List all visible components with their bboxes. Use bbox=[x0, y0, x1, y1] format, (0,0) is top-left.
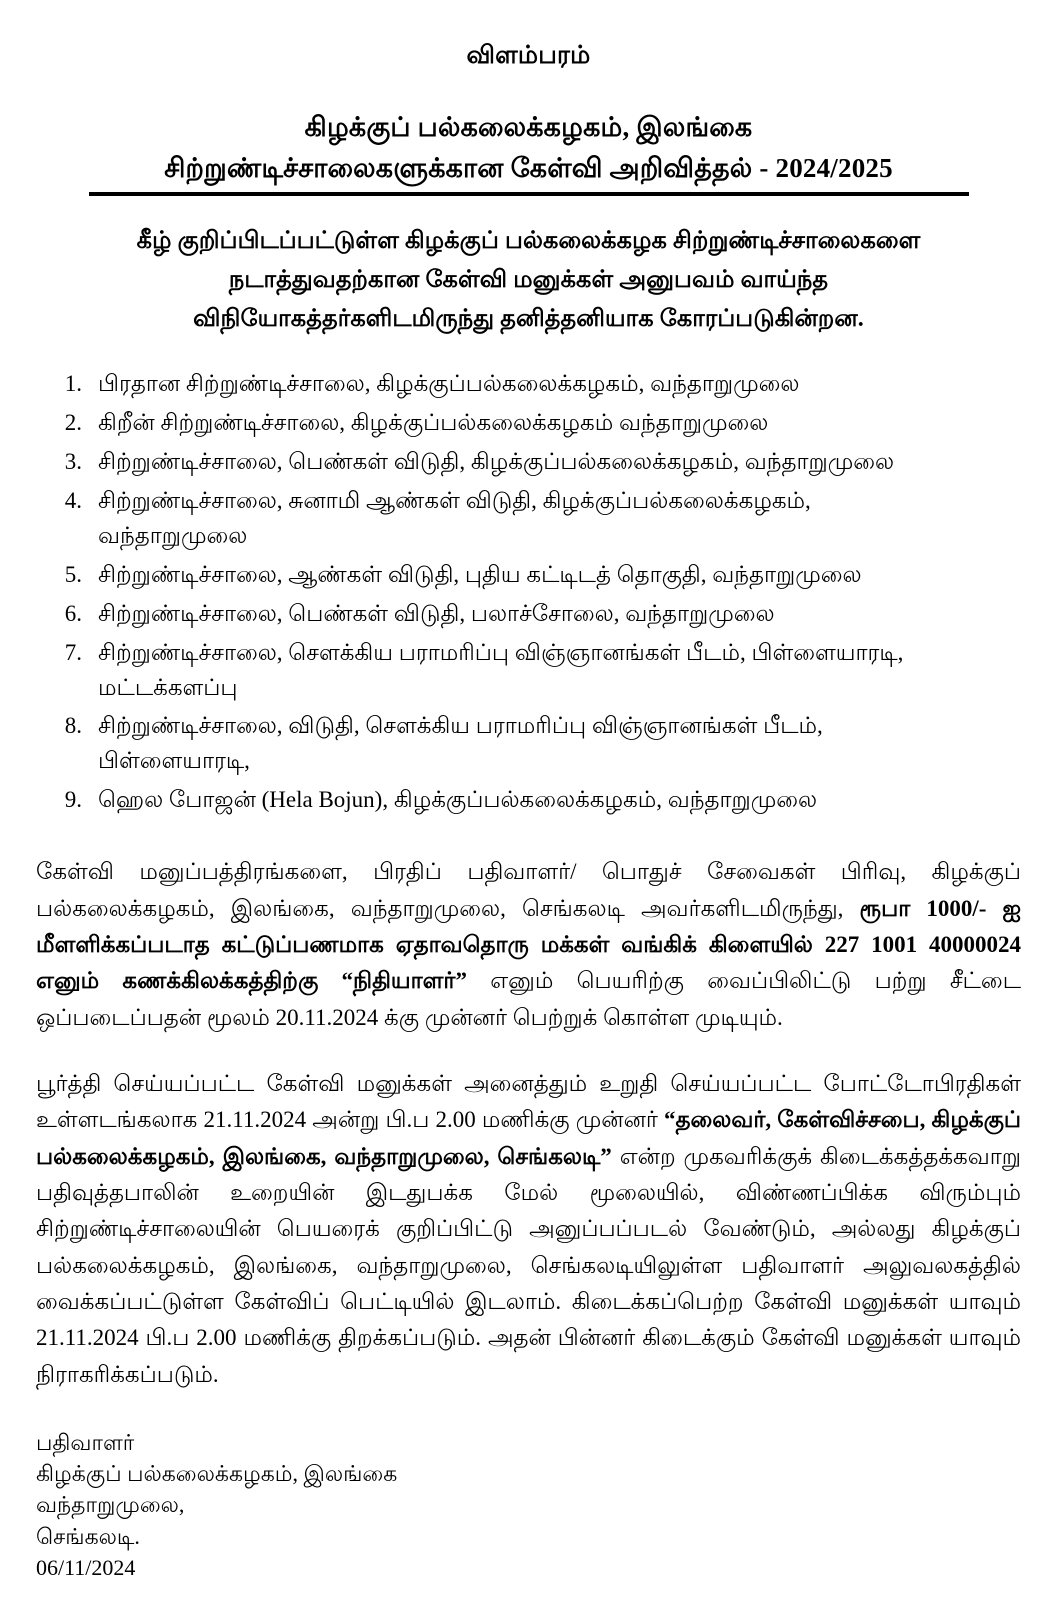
venue-list bbox=[36, 367, 1021, 818]
list-item-number: 9. bbox=[64, 787, 82, 813]
signature-date: 06/11/2024 bbox=[36, 1554, 136, 1580]
list-item-main: சிற்றுண்டிச்சாலை, பெண்கள் விடுதி, பலாச்சோலை, வந்தாறுமுலை bbox=[98, 600, 775, 626]
list-item-number: 3. bbox=[64, 448, 82, 474]
list-item-number: 8. bbox=[64, 713, 82, 739]
signatory-title: பதிவாளர் bbox=[36, 1429, 135, 1455]
list-item-main: ஹெல போஜன் (Hela Bojun), கிழக்குப்பல்கலைக்கழகம், வந்தாறுமுலை bbox=[98, 787, 818, 813]
list-item-main: சிற்றுண்டிச்சாலை, பெண்கள் விடுதி, கிழக்குப்பல்கலைக்கழகம், வந்தாறுமுலை bbox=[98, 448, 895, 474]
list-item-text bbox=[98, 367, 1021, 402]
list-item bbox=[36, 445, 1021, 480]
submission-part-1: பூர்த்தி செய்யப்பட்ட கேள்வி மனுக்கள் அனைத்தும் உறுதி செய்யப்பட்ட போட்டோபிரதிகள் உள்ளடங்கலாக 21.11.2024 அன்று பி.ப 2.00 மணிக்கு முன்னர் bbox=[36, 1070, 1021, 1133]
title-line-2: சிற்றுண்டிச்சாலைகளுக்கான கேள்வி அறிவித்தல் - 2024/2025 bbox=[164, 152, 893, 183]
title-block bbox=[89, 107, 969, 196]
list-item-text bbox=[98, 783, 1021, 818]
list-item-main: சிற்றுண்டிச்சாலை, சுனாமி ஆண்கள் விடுதி, கிழக்குப்பல்கலைக்கழகம், bbox=[98, 487, 811, 513]
submission-bold-address: “தலைவர், கேள்விச்சபை, கிழக்குப் பல்கலைக்கழகம், இலங்கை, வந்தாறுமுலை, செங்கலடி” bbox=[36, 1107, 1021, 1169]
signatory-address-line-1: வந்தாறுமுலை, bbox=[36, 1492, 185, 1518]
list-item-text bbox=[98, 558, 1021, 593]
list-item-main: சிற்றுண்டிச்சாலை, விடுதி, சௌக்கிய பராமரிப்பு விஞ்ஞானங்கள் பீடம், bbox=[98, 713, 823, 739]
list-item-main: சிற்றுண்டிச்சாலை, ஆண்கள் விடுதி, புதிய கட்டிடத் தொகுதி, வந்தாறுமுலை bbox=[98, 561, 862, 587]
intro-line-2: நடாத்துவதற்கான கேள்வி மனுக்கள் அனுபவம் வாய்ந்த bbox=[228, 267, 829, 294]
signature-block bbox=[36, 1427, 1021, 1583]
signatory-address-line-2: செங்கலடி. bbox=[36, 1523, 140, 1549]
list-item-text bbox=[98, 484, 1021, 554]
list-item-number: 4. bbox=[64, 487, 82, 513]
list-item bbox=[36, 367, 1021, 402]
list-item bbox=[36, 783, 1021, 818]
intro-line-3: விநியோகத்தர்களிடமிருந்து தனித்தனியாக கோரப்படுகின்றன. bbox=[193, 306, 864, 332]
list-item bbox=[36, 406, 1021, 441]
list-item-text bbox=[98, 636, 1021, 706]
list-item bbox=[36, 484, 1021, 554]
application-fee-bold-1: ரூபா 1000/- ஐ மீளளிக்கப்படாத கட்டுப்பணமாக ஏதாவதொரு மக்கள் வங்கிக் கிளையில் 227 1001 40000024 எனும் கணக்கிலக்கத்திற்கு “நிதியாளர்” bbox=[36, 895, 1021, 994]
list-item-number: 5. bbox=[64, 561, 82, 587]
application-fee-paragraph bbox=[36, 854, 1021, 1036]
intro-paragraph bbox=[64, 222, 994, 339]
list-item-number: 6. bbox=[64, 600, 82, 626]
list-item-number: 7. bbox=[64, 639, 82, 665]
list-item bbox=[36, 636, 1021, 706]
list-item bbox=[36, 597, 1021, 632]
list-item-text bbox=[98, 406, 1021, 441]
list-item-continuation: மட்டக்களப்பு bbox=[98, 674, 238, 700]
list-item-number: 1. bbox=[64, 370, 82, 396]
submission-part-2: என்ற முகவரிக்குக் கிடைக்கத்தக்கவாறு பதிவுத்தபாலின் உறையின் இடதுபக்க மேல் மூலையில், விண்ணப்பிக்க விரும்பும் சிற்றுண்டிச்சாலையின் பெயரைக் குறிப்பிட்டு அனுப்பப்படல் வேண்டும், அல்லது கிழக்குப் பல்கலைக்கழகம், இலங்கை, வந்தாறுமுலை, செங்கலடியிலுள்ள பதிவாளர் அலுவலகத்தில் வைக்கப்பட்டுள்ள கேள்விப் பெட்டியில் இடலாம். கிடைக்கப்பெற்ற கேள்வி மனுக்கள் யாவும் 21.11.2024 பி.ப 2.00 மணிக்கு திறக்கப்படும். அதன் பின்னர் கிடைக்கும் கேள்வி மனுக்கள் யாவும் நிராகரிக்கப்படும். bbox=[36, 1143, 1021, 1387]
list-item-main: கிறீன் சிற்றுண்டிச்சாலை, கிழக்குப்பல்கலைக்கழகம் வந்தாறுமுலை bbox=[98, 409, 769, 435]
list-item-text bbox=[98, 709, 1021, 779]
list-item-main: சிற்றுண்டிச்சாலை, சௌக்கிய பராமரிப்பு விஞ்ஞானங்கள் பீடம், பிள்ளையாரடி, bbox=[98, 639, 904, 665]
list-item-continuation: பிள்ளையாரடி, bbox=[98, 748, 250, 774]
signatory-organisation: கிழக்குப் பல்கலைக்கழகம், இலங்கை bbox=[36, 1461, 398, 1487]
list-item-number: 2. bbox=[64, 409, 82, 435]
list-item bbox=[36, 558, 1021, 593]
title-line-1: கிழக்குப் பல்கலைக்கழகம், இலங்கை bbox=[304, 112, 753, 143]
list-item-main: பிரதான சிற்றுண்டிச்சாலை, கிழக்குப்பல்கலைக்கழகம், வந்தாறுமுலை bbox=[98, 370, 800, 396]
list-item-continuation: வந்தாறுமுலை bbox=[98, 522, 248, 548]
intro-line-1: கீழ் குறிப்பிடப்பட்டுள்ள கிழக்குப் பல்கலைக்கழக சிற்றுண்டிச்சாலைகளை bbox=[136, 228, 921, 255]
document-label: விளம்பரம் bbox=[466, 42, 591, 69]
application-fee-part-1: கேள்வி மனுப்பத்திரங்களை, பிரதிப் பதிவாளர்/ பொதுச் சேவைகள் பிரிவு, கிழக்குப் பல்கலைக்கழகம், இலங்கை, வந்தாறுமுலை, செங்கலடி அவர்களிடமிருந்து, bbox=[36, 859, 1021, 921]
submission-paragraph bbox=[36, 1066, 1021, 1393]
list-item-text bbox=[98, 597, 1021, 632]
list-item-text bbox=[98, 445, 1021, 480]
list-item bbox=[36, 709, 1021, 779]
application-fee-part-2: எனும் பெயரிற்கு வைப்பிலிட்டு பற்று சீட்டை ஒப்படைப்பதன் மூலம் 20.11.2024 க்கு முன்னர் பெற்றுக் கொள்ள முடியும். bbox=[36, 968, 1021, 1030]
title-underline bbox=[89, 192, 969, 196]
